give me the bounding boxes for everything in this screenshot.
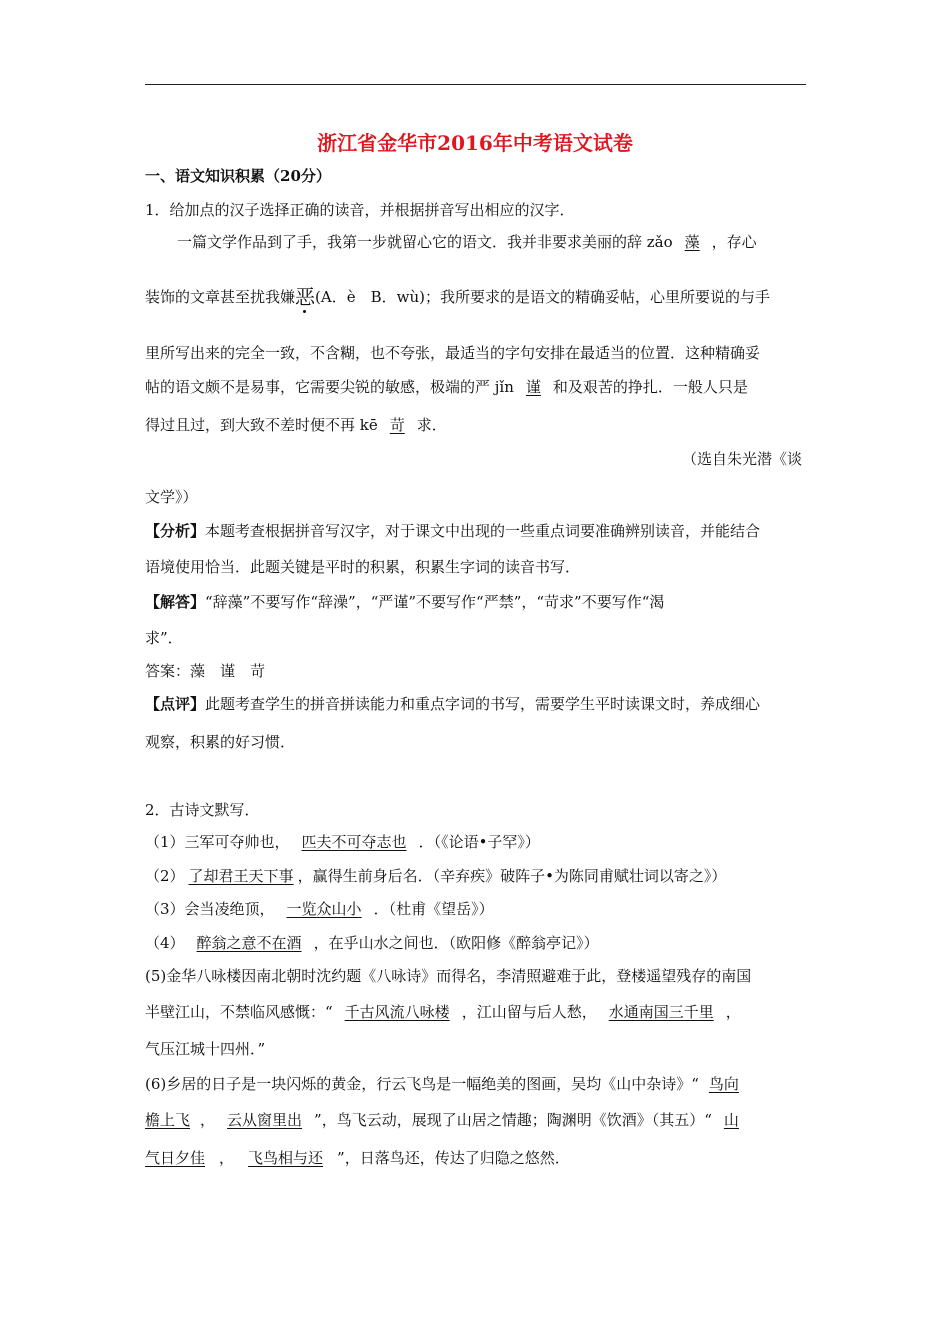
q2-item-6-line2: 檐上飞 ， 云从窗里出 ”，鸟飞云动，展现了山居之情趣；陶渊明《饮酒》（其五）“ 山 xyxy=(145,1111,739,1129)
q2-item-2: （2） 了却君王天下事 ，赢得生前身后名．（辛弃疾》破阵子•为陈同甫赋壮词以寄之》） xyxy=(145,867,727,885)
analysis-tag: 【分析】 xyxy=(145,522,206,540)
q2-stem: 2．古诗文默写． xyxy=(145,801,260,819)
q2-item-3: （3）会当凌绝顶， 一览众山小 ．（杜甫《望岳》） xyxy=(145,900,494,918)
q1-passage-line3: 里所写出来的完全一致，不含糊，也不夸张，最适当的字句安排在最适当的位置．这种精确妥 xyxy=(145,344,761,362)
q1-passage-line5: 得过且过，到大致不差时便不再 kē 苛 求． xyxy=(145,416,447,434)
section-heading: 一、语文知识积累（20分） xyxy=(145,167,331,185)
solution-paragraph-cont: 求”． xyxy=(145,629,183,647)
q2-item-5-line2: 半壁江山，不禁临风感慨：“ 千古风流八咏楼 ，江山留与后人愁， 水通南国三千里 ， xyxy=(145,1003,741,1021)
comment-paragraph: 【点评】此题考查学生的拼音拼读能力和重点字词的书写，需要学生平时读课文时，养成细心 xyxy=(145,695,761,713)
q2-item-5-line3: 气压江城十四州．” xyxy=(145,1040,266,1058)
q1-passage-line4: 帖的语文颇不是易事，它需要尖锐的敏感，极端的严 jǐn 谨 和及艰苦的挣扎．一般人只是 xyxy=(145,378,748,396)
answer-blank: 一览众山小 xyxy=(286,900,362,918)
answer-blank: 气日夕佳 xyxy=(145,1149,206,1167)
answer-blank: 山 xyxy=(723,1111,739,1129)
comment-paragraph-cont: 观察，积累的好习惯． xyxy=(145,733,296,751)
emphasis-dot-icon xyxy=(303,310,306,313)
q2-item-5-line1: (5)金华八咏楼因南北朝时沈约题《八咏诗》而得名，李清照避难于此，登楼遥望残存的南国 xyxy=(145,967,752,985)
header-rule xyxy=(145,84,806,85)
source-citation-cont: 文学》） xyxy=(145,488,198,506)
q2-item-4: （4） 醉翁之意不在酒 ，在乎山水之间也．（欧阳修《醉翁亭记》） xyxy=(145,934,599,952)
q1-stem: 1．给加点的汉子选择正确的读音，并根据拼音写出相应的汉字． xyxy=(145,201,575,219)
answer-blank: 谨 xyxy=(525,378,541,396)
q1-passage-line1: 一篇文学作品到了手，我第一步就留心它的语文．我并非要求美丽的辞 zǎo 藻 ，存心 xyxy=(177,233,757,251)
answer-blank: 檐上飞 xyxy=(145,1111,191,1129)
answer-blank: 苛 xyxy=(389,416,405,434)
solution-paragraph: 【解答】“辞藻”不要写作“辞澡”，“严谨”不要写作“严禁”，“苛求”不要写作“渴 xyxy=(145,593,665,611)
comment-tag: 【点评】 xyxy=(145,695,206,713)
answer-blank: 了却君王天下事 xyxy=(188,867,294,885)
source-citation: （选自朱光潜《谈 xyxy=(682,450,803,468)
answer-line: 答案：藻 谨 苛 xyxy=(145,662,266,680)
q2-item-1: （1）三军可夺帅也， 匹夫不可夺志也 ．（《论语•子罕》） xyxy=(145,833,540,851)
solution-tag: 【解答】 xyxy=(145,593,206,611)
answer-blank: 云从窗里出 xyxy=(227,1111,303,1129)
analysis-paragraph: 【分析】本题考查根据拼音写汉字，对于课文中出现的一些重点词要准确辨别读音，并能结合 xyxy=(145,522,761,540)
q2-item-6-line1: (6)乡居的日子是一块闪烁的黄金，行云飞鸟是一幅绝美的图画，吴均《山中杂诗》“ 鸟向 xyxy=(145,1075,739,1093)
page-title: 浙江省金华市2016年中考语文试卷 xyxy=(317,131,633,155)
q2-item-6-line3: 气日夕佳 ， 飞鸟相与还 ”，日落鸟还，传达了归隐之悠然． xyxy=(145,1149,570,1167)
answer-blank: 水通南国三千里 xyxy=(608,1003,714,1021)
q1-passage-line2: 装饰的文章甚至扰我嫌恶 (A．è B．wù)；我所要求的是语文的精确妥帖，心里所要说的与手 xyxy=(145,288,770,306)
answer-blank: 藻 xyxy=(684,233,700,251)
answer-blank: 匹夫不可夺志也 xyxy=(301,833,407,851)
answer-blank: 鸟向 xyxy=(708,1075,739,1093)
answer-blank: 醉翁之意不在酒 xyxy=(196,934,302,952)
dotted-character: 恶 xyxy=(295,288,315,306)
answer-blank: 千古风流八咏楼 xyxy=(344,1003,450,1021)
answer-blank: 飞鸟相与还 xyxy=(248,1149,324,1167)
analysis-paragraph-cont: 语境使用恰当．此题关键是平时的积累，积累生字词的读音书写． xyxy=(145,558,581,576)
